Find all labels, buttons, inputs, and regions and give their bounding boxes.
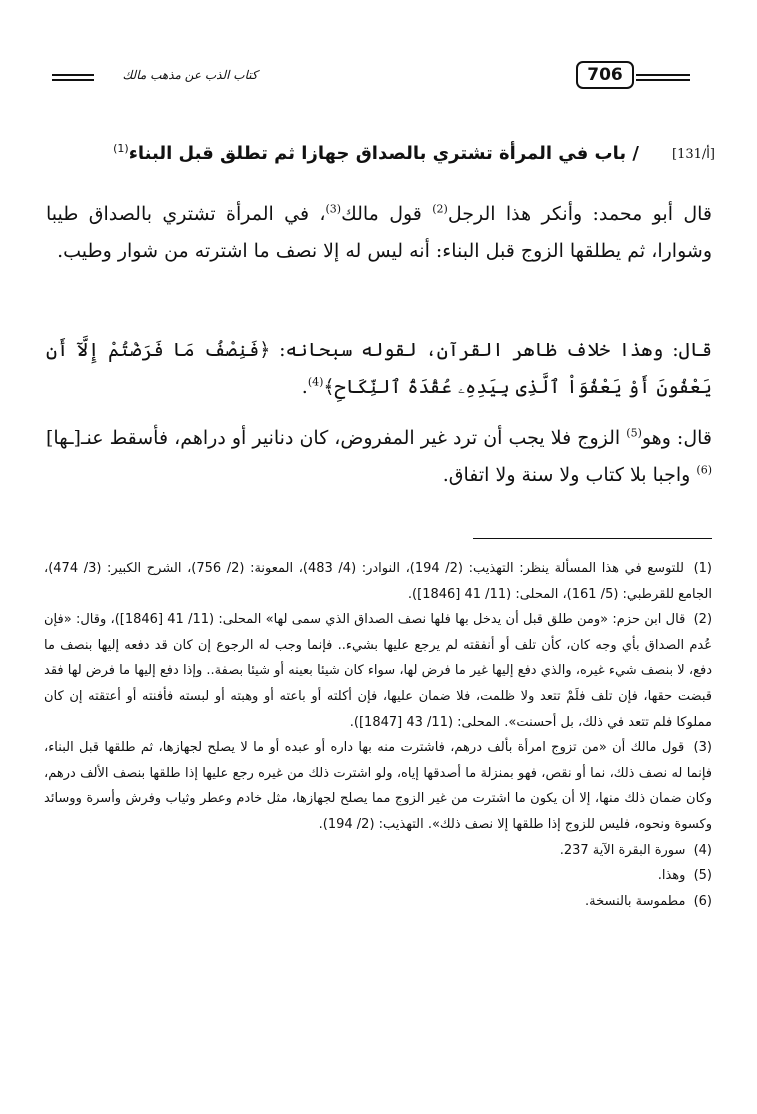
footnote-separator [473, 538, 712, 539]
p1-text-c: ، في المرأة تشتري بالصداق طيبا وشوارا، ثم يطلقها الزوج قبل البناء: أنه ليس له إلا نصف ما اشترته من شوار وطيب. [46, 203, 712, 262]
footnote-text: وهذا. [657, 868, 686, 884]
footnote-number: (1) [693, 561, 712, 576]
page-header [0, 60, 757, 94]
footnotes [44, 556, 712, 914]
p3-text-b: الزوج فلا يجب أن ترد غير المفروض، كان دنانير أو دراهم، فأسقط عنـ[ـها] [46, 427, 627, 449]
footnote-ref-4: (4) [307, 375, 324, 389]
p1-text-a: قال أبو محمد: وأنكر هذا الرجل [447, 203, 712, 225]
running-title: كتاب الذب عن مذهب مالك [122, 68, 258, 82]
folio-reference: [131/أ] [672, 147, 715, 162]
footnote-number: (3) [693, 740, 712, 756]
footnote-text: قول مالك أن «من تزوج امرأة بألف درهم، فاشترت منه بها داره أو عبده أو ما لا يصلح لجهازها، ثم طلقها قبل البناء، فإنما له نصف ذلك، نما أو نقص، فهو بمنزلة ما أصدقها إياه، ولو اشترت ذلك من غيره رجع عليها إذا طلقها بنصف الألف درهم، وكان ضمان ذلك منها، إلا أن يكون ما اشترت من غير الزوج مما يصلح لجهازها، مثل خادم وعطر وثياب وفرش وأسرة ووسائد وكسوة ونحوه، فليس للزوج إذا طلقها إلا نصف ذلك». التهذيب: (2/ 194). [44, 740, 712, 832]
footnote-text: للتوسع في هذا المسألة ينظر: التهذيب: (2/ 194)، النوادر: (4/ 483)، المعونة: (2/ 756)، الشرح الكبير: (3/ 474)، الجامع للقرطبي: (5/ 161)، المحلى: (11/ 41 [1846]). [44, 561, 712, 602]
footnote-5 [44, 863, 712, 889]
p2-text-b: . [301, 376, 308, 398]
quran-verse: ﴿فَنِصْفُ مَا فَرَضْتُمْ إِلَّآ أَن يَعْفُونَ أَوْ يَعْفُوَاْ ٱلَّذِى بِيَدِهِۦ عُقْدَةُ ٱلنِّكَاحِ﴾ [46, 339, 712, 398]
chapter-title [113, 143, 639, 164]
header-rule-right-side [636, 74, 690, 81]
p3-text-c: واجبا بلا كتاب ولا سنة ولا اتفاق. [442, 464, 697, 486]
p2-text-a: قال: وهذا خلاف ظاهر القرآن، لقوله سبحانه: [270, 339, 712, 361]
chapter-title-text: / باب في المرأة تشتري بالصداق جهازا ثم تطلق قبل البناء [128, 143, 639, 164]
paragraph-2 [46, 332, 712, 406]
footnote-1 [44, 556, 712, 607]
chapter-heading [0, 143, 757, 173]
header-rule-left-side [52, 74, 94, 81]
footnote-6 [44, 889, 712, 915]
footnote-ref-3: (3) [325, 202, 342, 216]
footnote-text: سورة البقرة الآية 237. [559, 842, 686, 858]
footnote-text: قال ابن حزم: «ومن طلق قبل أن يدخل بها فلها نصف الصداق الذي سمى لها» المحلى: (11/ 41 [1846])، وقال: «فإن عُدم الصداق بأي وجه كان، كأن تلف أو أنفقته لم يرجع عليها بشيء.. فإنما وجب له الرجوع إن كان قد دفعه إليها بنصف ما دفع، لا بنصف شيء غيره، والذي دفع إليها غير ما فرض لها، سواء كان شيئا بعينه أو شيئا بصفة.. وإذا دفع إليها ما فرض لها فقد قبضت حقها، فإن تلف فلَمْ تتعد ولا ظلمت، فلا ضمان عليها، فإن أكلته أو باعته أو وهبته أو لبسته فأفنته أو أعتقته إن كان مملوكا فلم تتعد في ذلك، بل أحسنت». المحلى: (11/ 43 [1847]). [44, 612, 712, 730]
footnote-3 [44, 735, 712, 837]
footnote-ref-1: (1) [113, 142, 129, 155]
footnote-number: (6) [693, 893, 712, 909]
paragraph-3 [46, 420, 712, 494]
footnote-number: (5) [693, 868, 712, 884]
footnote-4 [44, 838, 712, 864]
footnote-text: مطموسة بالنسخة. [585, 893, 686, 909]
p1-text-b: قول مالك [341, 203, 433, 225]
footnote-number: (4) [693, 842, 712, 858]
footnote-ref-6: (6) [696, 463, 712, 477]
p3-text-a: قال: وهو [641, 427, 712, 449]
footnote-ref-5: (5) [626, 426, 642, 440]
footnote-2 [44, 607, 712, 735]
footnote-number: (2) [693, 612, 713, 628]
page-number: 706 [576, 61, 634, 89]
paragraph-1 [46, 196, 712, 270]
footnote-ref-2: (2) [432, 202, 448, 216]
